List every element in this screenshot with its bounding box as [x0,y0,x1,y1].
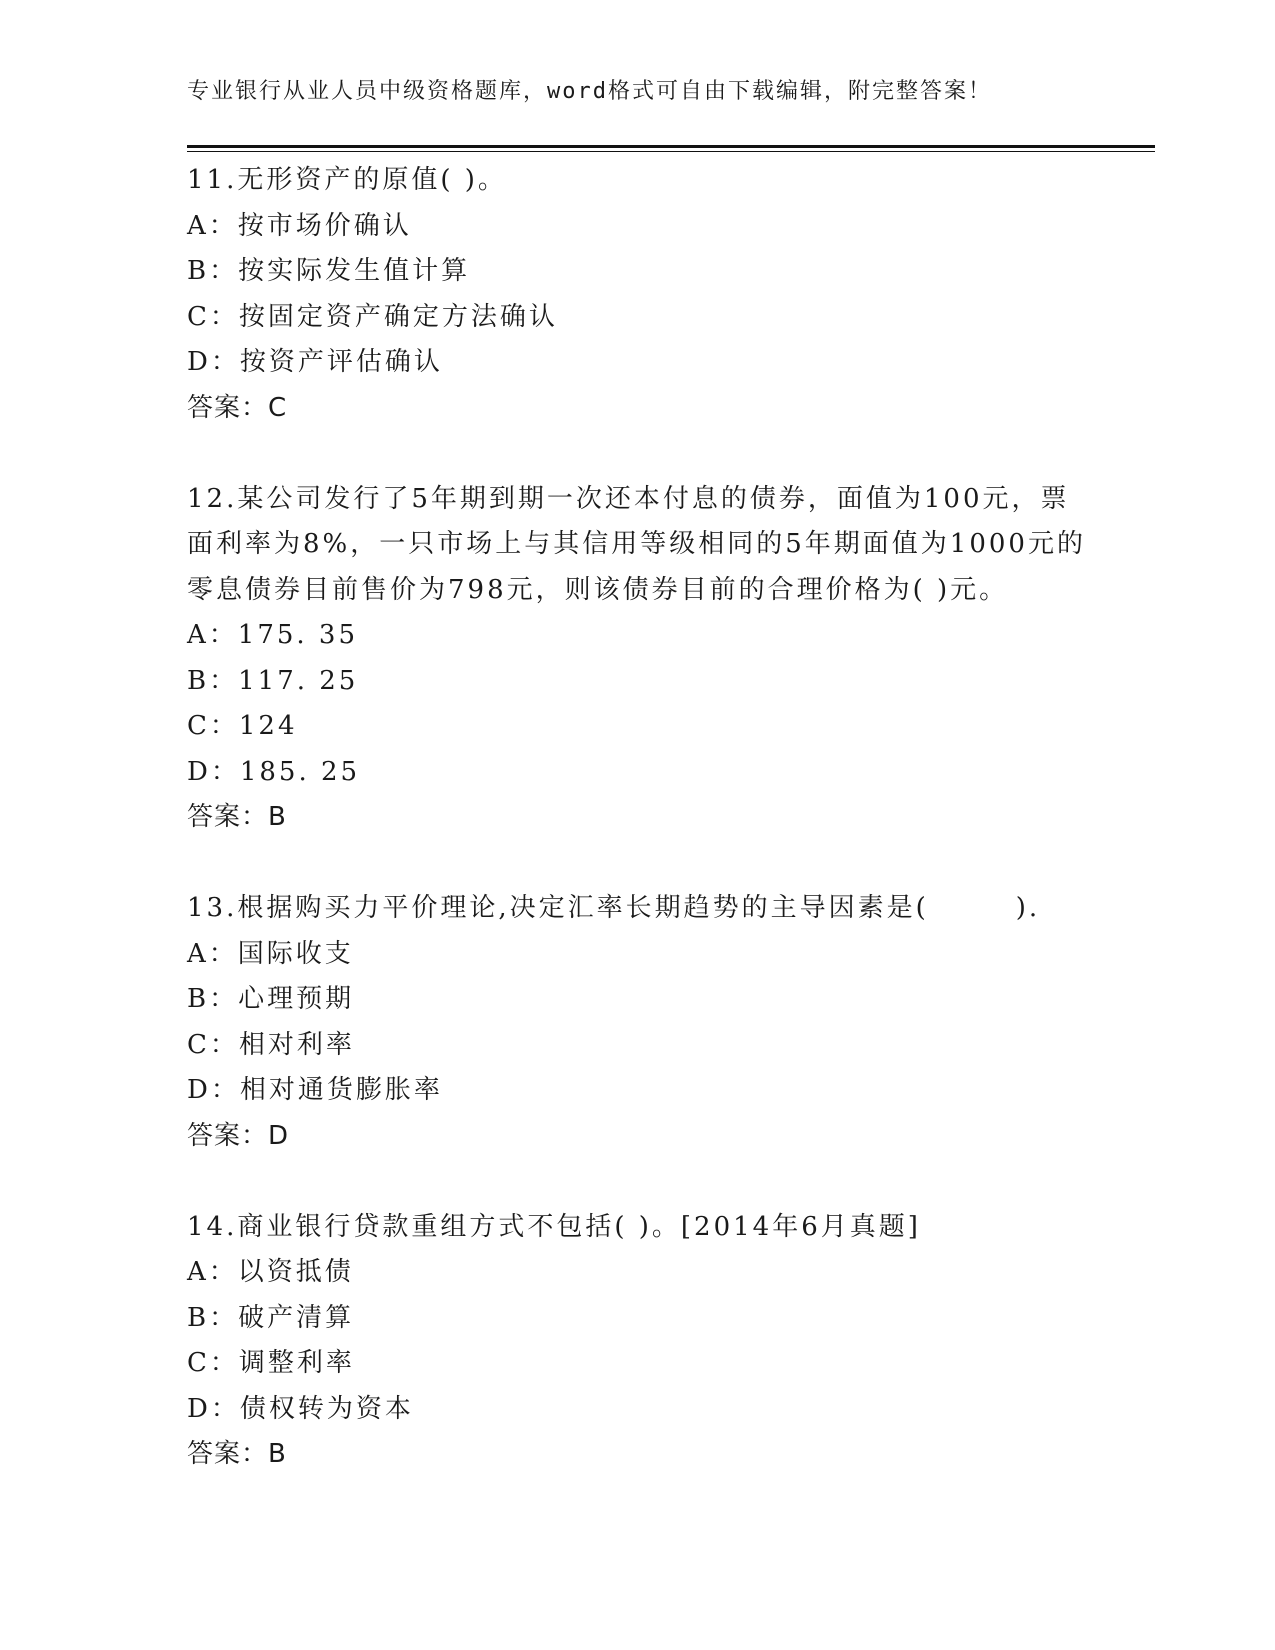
option-c: C：124 [187,711,298,741]
option-b: B：按实际发生值计算 [187,256,471,286]
question-spacer [187,431,1087,477]
option-b: B：心理预期 [187,984,355,1014]
question-stem: 零息债券目前售价为798元，则该债券目前的合理价格为( )元。 [187,574,1009,605]
question-list [187,158,1087,1478]
option-a: A：以资抵债 [187,1257,354,1287]
option-c: C：按固定资产确定方法确认 [187,301,558,332]
question-11 [187,158,1087,431]
option-c: C：调整利率 [187,1348,355,1378]
question-stem: 14.商业银行贷款重组方式不包括( )。[2014年6月真题] [187,1211,921,1242]
question-stem: 面利率为8%，一只市场上与其信用等级相同的5年期面值为1000元的 [187,529,1086,559]
option-c: C：相对利率 [187,1029,355,1060]
page-header: 专业银行从业人员中级资格题库，word格式可自由下载编辑，附完整答案！ [187,79,992,104]
answer: 答案：B [187,802,287,832]
question-stem: 13.根据购买力平价理论,决定汇率长期趋势的主导因素是( ). [187,893,1041,923]
question-stem: 12.某公司发行了5年期到期一次还本付息的债券，面值为100元，票 [187,483,1070,514]
option-a: A：国际收支 [187,938,354,969]
header-divider-thin [187,151,1155,152]
header-divider-thick [187,145,1155,148]
option-b: B：破产清算 [187,1302,355,1333]
question-13 [187,886,1087,1159]
option-b: B：117. 25 [187,665,359,696]
question-14 [187,1205,1087,1478]
answer: 答案：D [187,1120,290,1151]
question-spacer [187,1159,1087,1205]
option-d: D：185. 25 [187,756,361,787]
option-a: A：按市场价确认 [187,210,412,241]
option-d: D：相对通货膨胀率 [187,1075,443,1105]
question-stem: 11.无形资产的原值( )。 [187,165,507,195]
question-spacer [187,841,1087,887]
question-12 [187,477,1087,841]
option-a: A：175. 35 [187,620,359,650]
answer: 答案：C [187,392,288,423]
option-d: D：按资产评估确认 [187,347,443,377]
option-d: D：债权转为资本 [187,1393,414,1424]
answer: 答案：B [187,1439,287,1469]
